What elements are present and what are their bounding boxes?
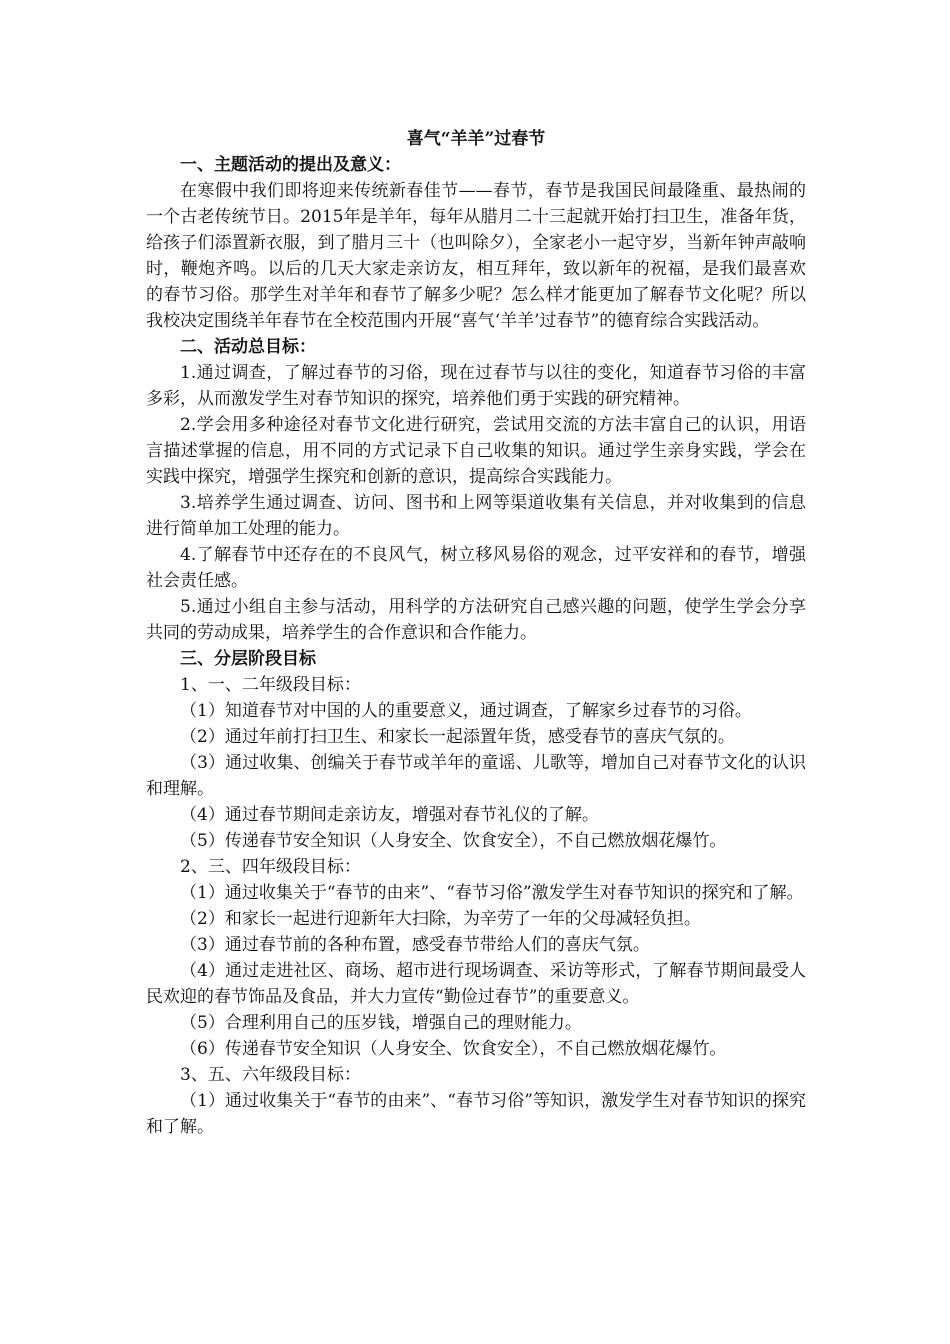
goal-paragraph-2: 2.学会用多种途径对春节文化进行研究，尝试用交流的方法丰富自己的认识，用语言描述掌握的信息，用不同的方式记录下自己收集的知识。通过学生亲身实践，学会在实践中探究，增强学生探究和创新的意识，提高综合实践能力。 (146, 415, 806, 487)
grade-3-item-1: （1）通过收集关于“春节的由来”、“春节习俗”等知识，激发学生对春节知识的探究和了解。 (146, 1091, 806, 1137)
section-heading-3: 三、分层阶段目标 (180, 649, 316, 669)
section-heading-2: 二、活动总目标： (180, 337, 316, 357)
grade-1-item-1: （1）知道春节对中国的人的重要意义，通过调查，了解家乡过春节的习俗。 (180, 701, 752, 721)
document-body (146, 126, 806, 1140)
grade-2-item-2: （2）和家长一起进行迎新年大扫除，为辛劳了一年的父母减轻负担。 (180, 909, 701, 929)
grade-1-item-2: （2）通过年前打扫卫生、和家长一起添置年货，感受春节的喜庆气氛的。 (180, 727, 735, 747)
grade-1-item-5: （5）传递春节安全知识（人身安全、饮食安全），不自己燃放烟花爆竹。 (180, 831, 727, 851)
section-heading-1: 一、主题活动的提出及意义： (180, 155, 401, 175)
grade-1-item-3: （3）通过收集、创编关于春节或羊年的童谣、儿歌等，增加自己对春节文化的认识和理解。 (146, 753, 806, 799)
grade-2-item-4: （4）通过走进社区、商场、超市进行现场调查、采访等形式，了解春节期间最受人民欢迎的春节饰品及食品，并大力宣传“勤俭过春节”的重要意义。 (146, 961, 806, 1007)
goal-paragraph-5: 5.通过小组自主参与活动，用科学的方法研究自己感兴趣的问题，使学生学会分享共同的劳动成果，培养学生的合作意识和合作能力。 (146, 597, 806, 643)
grade-group-label-2: 2、三、四年级段目标： (180, 857, 361, 877)
goal-paragraph-1: 1.通过调查，了解过春节的习俗，现在过春节与以往的变化，知道春节习俗的丰富多彩，从而激发学生对春节知识的探究，培养他们勇于实践的研究精神。 (146, 363, 806, 409)
goal-paragraph-4: 4.了解春节中还存在的不良风气，树立移风易俗的观念，过平安祥和的春节，增强社会责任感。 (146, 545, 806, 591)
grade-2-item-5: （5）合理利用自己的压岁钱，增强自己的理财能力。 (180, 1013, 582, 1033)
document-title: 喜气“羊羊”过春节 (406, 129, 546, 149)
grade-group-label-3: 3、五、六年级段目标： (180, 1065, 361, 1085)
goal-paragraph-3: 3.培养学生通过调查、访问、图书和上网等渠道收集有关信息，并对收集到的信息进行简单加工处理的能力。 (146, 493, 806, 539)
grade-group-label-1: 1、一、二年级段目标： (180, 675, 361, 695)
grade-1-item-4: （4）通过春节期间走亲访友，增强对春节礼仪的了解。 (180, 805, 599, 825)
grade-2-item-1: （1）通过收集关于“春节的由来”、“春节习俗”激发学生对春节知识的探究和了解。 (180, 883, 804, 903)
grade-2-item-6: （6）传递春节安全知识（人身安全、饮食安全），不自己燃放烟花爆竹。 (180, 1039, 727, 1059)
section-1-paragraph: 在寒假中我们即将迎来传统新春佳节——春节，春节是我国民间最隆重、最热闹的一个古老传统节日。2015年是羊年，每年从腊月二十三起就开始打扫卫生，准备年货，给孩子们添置新衣服，到了腊月三十（也叫除夕），全家老小一起守岁，当新年钟声敲响时，鞭炮齐鸣。以后的几天大家走亲访友，相互拜年，致以新年的祝福，是我们最喜欢的春节习俗。那学生对羊年和春节了解多少呢？怎么样才能更加了解春节文化呢？所以我校决定围绕羊年春节在全校范围内开展“喜气‘羊羊’过春节”的德育综合实践活动。 (146, 181, 806, 331)
grade-2-item-3: （3）通过春节前的各种布置，感受春节带给人们的喜庆气氛。 (180, 935, 650, 955)
